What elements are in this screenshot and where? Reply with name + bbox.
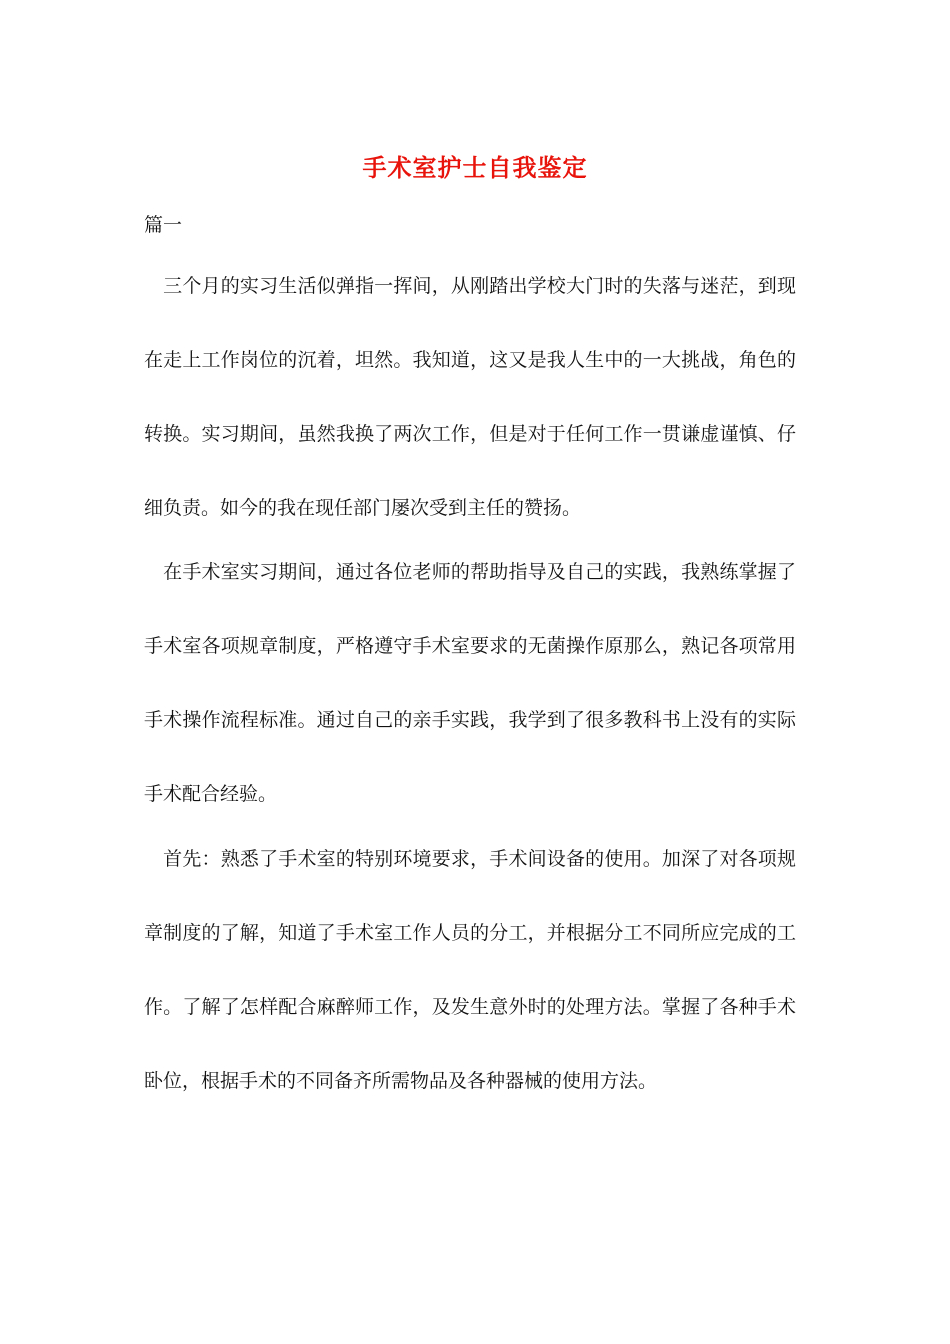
paragraph-3-text: 首先：熟悉了手术室的特别环境要求，手术间设备的使用。加深了对各项规章制度的了解，知道了手术室工作人员的分工，并根据分工不同所应完成的工作。了解了怎样配合麻醉师工作，及发生意外时的处理方法。掌握了各种手术卧位，根据手术的不同备齐所需物品及各种器械的使用方法。	[144, 848, 796, 1092]
document-title: 手术室护士自我鉴定	[362, 153, 588, 182]
paragraph-2	[144, 535, 796, 831]
section-label: 篇一	[144, 214, 183, 236]
paragraph-2-text: 在手术室实习期间，通过各位老师的帮助指导及自己的实践，我熟练掌握了手术室各项规章制度，严格遵守手术室要求的无菌操作原那么，熟记各项常用手术操作流程标准。通过自己的亲手实践，我学到了很多教科书上没有的实际手术配合经验。	[144, 561, 796, 805]
paragraph-3	[144, 822, 796, 1118]
paragraph-1	[144, 249, 796, 545]
paragraph-1-text: 三个月的实习生活似弹指一挥间，从刚踏出学校大门时的失落与迷茫，到现在走上工作岗位的沉着，坦然。我知道，这又是我人生中的一大挑战，角色的转换。实习期间，虽然我换了两次工作，但是对于任何工作一贯谦虚谨慎、仔细负责。如今的我在现任部门屡次受到主任的赞扬。	[144, 275, 796, 519]
